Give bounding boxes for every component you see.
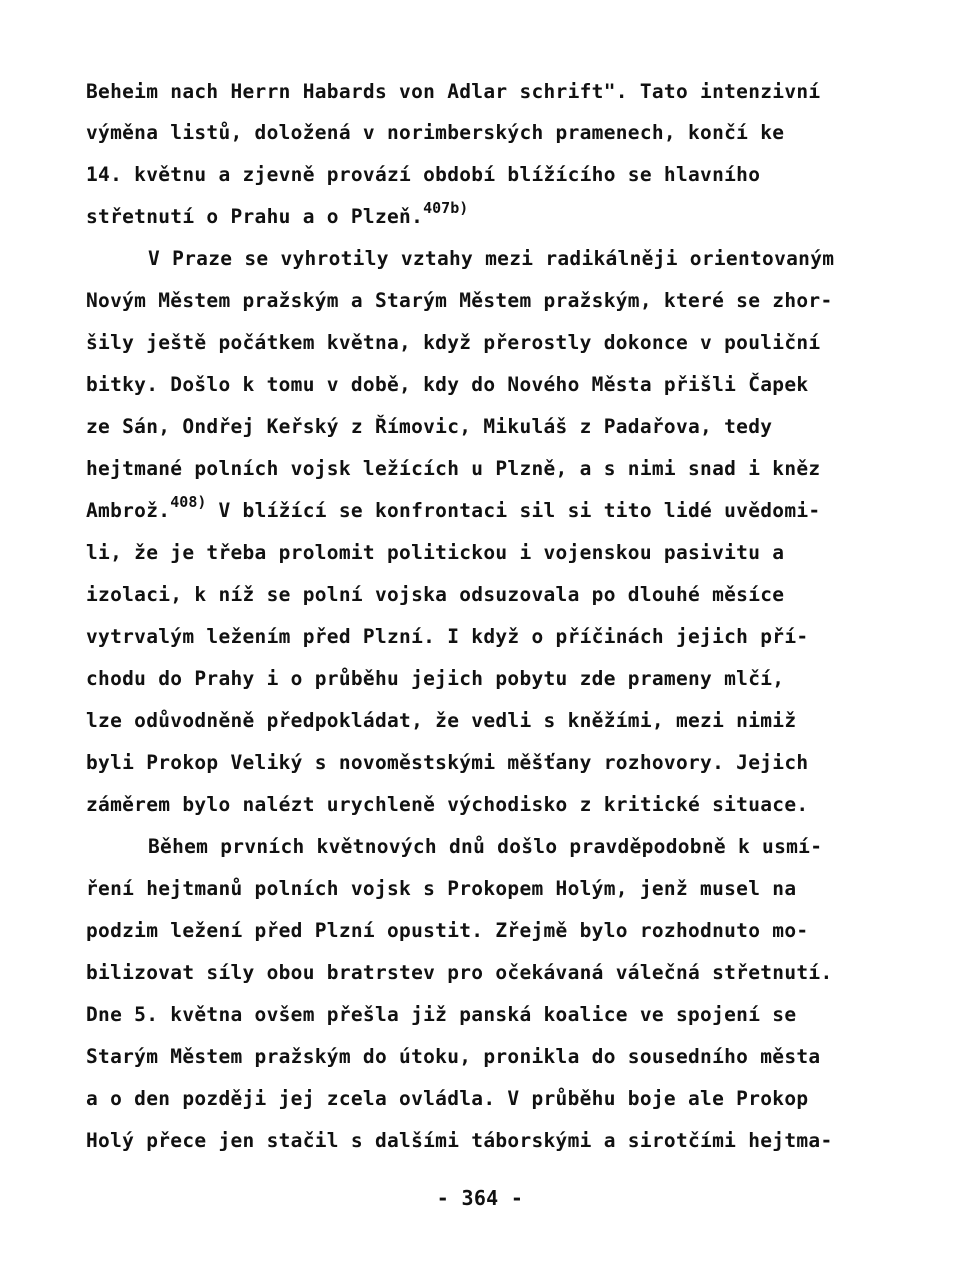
text-line bbox=[86, 331, 820, 355]
line-text: bitky. Došlo k tomu v době, kdy do Nového Města přišli Čapek bbox=[86, 373, 809, 396]
text-line bbox=[86, 457, 820, 481]
text-line bbox=[86, 583, 784, 607]
line-text: byli Prokop Veliký s novoměstskými měšťany rozhovory. Jejich bbox=[86, 751, 809, 774]
text-line bbox=[86, 1003, 796, 1027]
line-text: Během prvních květnových dnů došlo pravděpodobně k usmí- bbox=[148, 835, 823, 858]
text-line bbox=[86, 121, 784, 145]
text-line bbox=[86, 751, 808, 775]
paragraph-start-line bbox=[148, 247, 834, 271]
line-text: ření hejtmanů polních vojsk s Prokopem Holým, jenž musel na bbox=[86, 877, 797, 900]
text-line bbox=[86, 1129, 832, 1153]
line-text: Starým Městem pražským do útoku, pronikla do sousedního města bbox=[86, 1045, 821, 1068]
line-text: li, že je třeba prolomit politickou i vojenskou pasivitu a bbox=[86, 541, 785, 564]
text-line bbox=[86, 667, 784, 691]
text-line bbox=[86, 709, 796, 733]
line-text: Holý přece jen stačil s dalšími táborskými a sirotčími hejtma- bbox=[86, 1129, 833, 1152]
line-text: šily ještě počátkem května, když přerostly dokonce v pouliční bbox=[86, 331, 821, 354]
line-text: 14. květnu a zjevně provází období blížícího se hlavního bbox=[86, 163, 761, 186]
text-line bbox=[86, 919, 808, 943]
text-line bbox=[86, 373, 808, 397]
page-number: - 364 - bbox=[436, 1186, 524, 1210]
line-text: chodu do Prahy i o průběhu jejich pobytu zde prameny mlčí, bbox=[86, 667, 785, 690]
paragraph-start-line bbox=[148, 835, 822, 859]
line-text: hejtmané polních vojsk ležících u Plzně, a s nimi snad i kněz bbox=[86, 457, 821, 480]
line-text: V Praze se vyhrotily vztahy mezi radikálněji orientovaným bbox=[148, 247, 835, 270]
line-text: Novým Městem pražským a Starým Městem pražským, které se zhor- bbox=[86, 289, 833, 312]
text-line bbox=[86, 80, 820, 104]
line-text: vytrvalým ležením před Plzní. I když o příčinách jejich pří- bbox=[86, 625, 809, 648]
line-text: Ambrož. bbox=[86, 499, 171, 522]
line-text: Beheim nach Herrn Habards von Adlar schrift". Tato intenzivní bbox=[86, 80, 821, 103]
text-line bbox=[86, 289, 832, 313]
footnote-marker: 408) bbox=[170, 493, 207, 511]
line-text: záměrem bylo nalézt urychleně východisko z kritické situace. bbox=[86, 793, 809, 816]
text-line bbox=[86, 961, 832, 985]
text-line bbox=[86, 493, 821, 524]
text-line bbox=[86, 877, 796, 901]
text-line bbox=[86, 1087, 808, 1111]
text-line bbox=[86, 625, 808, 649]
text-line bbox=[86, 1045, 820, 1069]
text-line bbox=[86, 541, 784, 565]
line-text: V blížící se konfrontaci sil si tito lidé uvědomi- bbox=[206, 499, 821, 522]
text-line bbox=[86, 793, 808, 817]
line-text: podzim ležení před Plzní opustit. Zřejmě bylo rozhodnuto mo- bbox=[86, 919, 809, 942]
line-text: a o den později jej zcela ovládla. V průběhu boje ale Prokop bbox=[86, 1087, 809, 1110]
line-text: Dne 5. května ovšem přešla již panská koalice ve spojení se bbox=[86, 1003, 797, 1026]
line-text: ze Sán, Ondřej Keřský z Římovic, Mikuláš z Padařova, tedy bbox=[86, 415, 773, 438]
text-line bbox=[86, 415, 772, 439]
line-text: lze odůvodněně předpokládat, že vedli s kněžími, mezi nimiž bbox=[86, 709, 797, 732]
line-text: výměna listů, doložená v norimberských pramenech, končí ke bbox=[86, 121, 785, 144]
line-text: bilizovat síly obou bratrstev pro očekávaná válečná střetnutí. bbox=[86, 961, 833, 984]
footnote-marker: 407b) bbox=[423, 199, 469, 217]
text-line bbox=[86, 163, 760, 187]
line-text: izolaci, k níž se polní vojska odsuzovala po dlouhé měsíce bbox=[86, 583, 785, 606]
text-line bbox=[86, 199, 469, 230]
line-text: střetnutí o Prahu a o Plzeň. bbox=[86, 205, 424, 228]
